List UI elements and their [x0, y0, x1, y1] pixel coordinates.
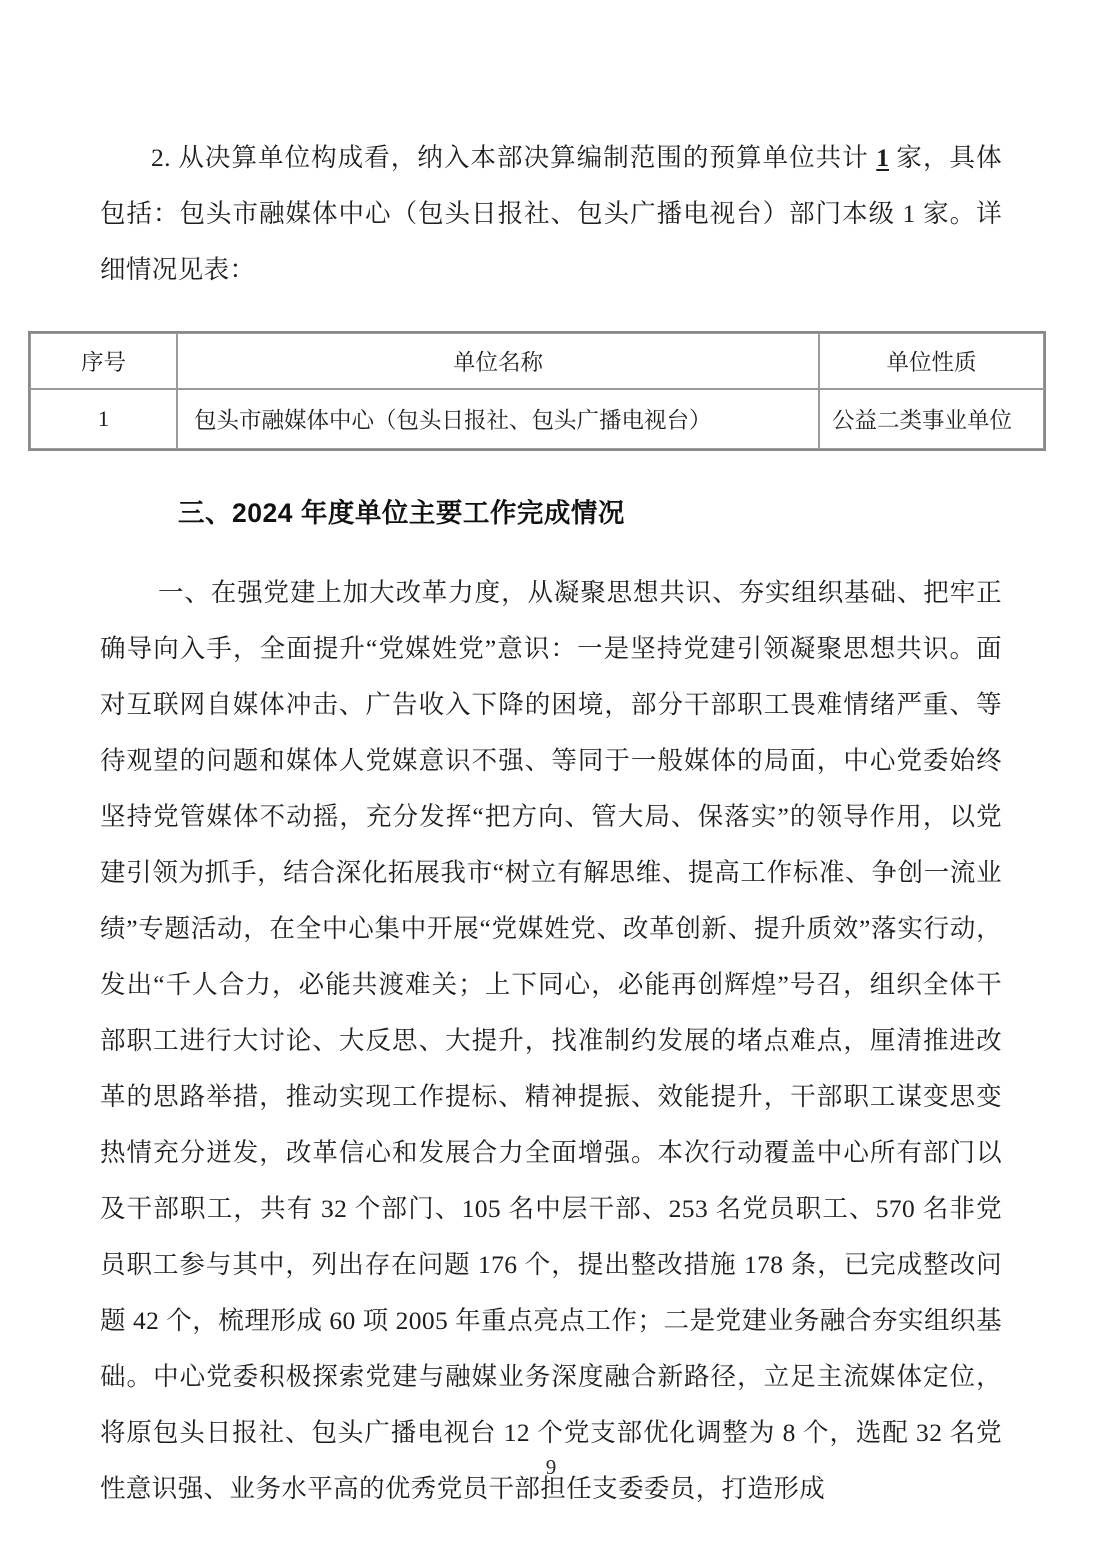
table-header-name: 单位名称 [177, 333, 819, 389]
unit-table-wrapper [28, 331, 1046, 451]
table-cell-type: 公益二类事业单位 [819, 389, 1044, 449]
page-content [80, 130, 1013, 1517]
underlined-unit-count: 1 [876, 143, 889, 172]
table-row [30, 389, 1044, 449]
unit-table [28, 331, 1046, 451]
section-three-body [100, 565, 1002, 1517]
paragraph-decision-unit-composition [100, 130, 1002, 298]
table-cell-name: 包头市融媒体中心（包头日报社、包头广播电视台） [177, 389, 819, 449]
paragraph-text-prefix: 2. 从决算单位构成看，纳入本部决算编制范围的预算单位共计 [151, 143, 877, 172]
paragraph-party-building-reform: 一、在强党建上加大改革力度，从凝聚思想共识、夯实组织基础、把牢正确导向入手，全面提升“党媒姓党”意识：一是坚持党建引领凝聚思想共识。面对互联网自媒体冲击、广告收入下降的困境，部分干部职工畏难情绪严重、等待观望的问题和媒体人党媒意识不强、等同于一般媒体的局面，中心党委始终坚持党管媒体不动摇，充分发挥“把方向、管大局、保落实”的领导作用，以党建引领为抓手，结合深化拓展我市“树立有解思维、提高工作标准、争创一流业绩”专题活动，在全中心集中开展“党媒姓党、改革创新、提升质效”落实行动，发出“千人合力，必能共渡难关；上下同心，必能再创辉煌”号召，组织全体干部职工进行大讨论、大反思、大提升，找准制约发展的堵点难点，厘清推进改革的思路举措，推动实现工作提标、精神提振、效能提升，干部职工谋变思变热情充分迸发，改革信心和发展合力全面增强。本次行动覆盖中心所有部门以及干部职工，共有 32 个部门、105 名中层干部、253 名党员职工、570 名非党员职工参与其中，列出存在问题 176 个，提出整改措施 178 条，已完成整改问题 42 个，梳理形成 60 项 2005 年重点亮点工作；二是党建业务融合夯实组织基础。中心党委积极探索党建与融媒业务深度融合新路径，立足主流媒体定位，将原包头日报社、包头广播电视台 12 个党支部优化调整为 8 个，选配 32 名党性意识强、业务水平高的优秀党员干部担任支委委员，打造形成 [100, 578, 1002, 1503]
page-number: 9 [545, 1455, 557, 1479]
table-cell-no: 1 [30, 389, 177, 449]
table-header-row [30, 333, 1044, 389]
table-header-type: 单位性质 [819, 333, 1044, 389]
section-heading-three: 三、2024 年度单位主要工作完成情况 [178, 498, 625, 528]
table-header-no: 序号 [30, 333, 177, 389]
paragraph-text-suffix: 家，具体包括：包头市融媒体中心（包头日报社、包头广播电视台）部门本级 1 家。详细情况见表： [100, 143, 1002, 284]
